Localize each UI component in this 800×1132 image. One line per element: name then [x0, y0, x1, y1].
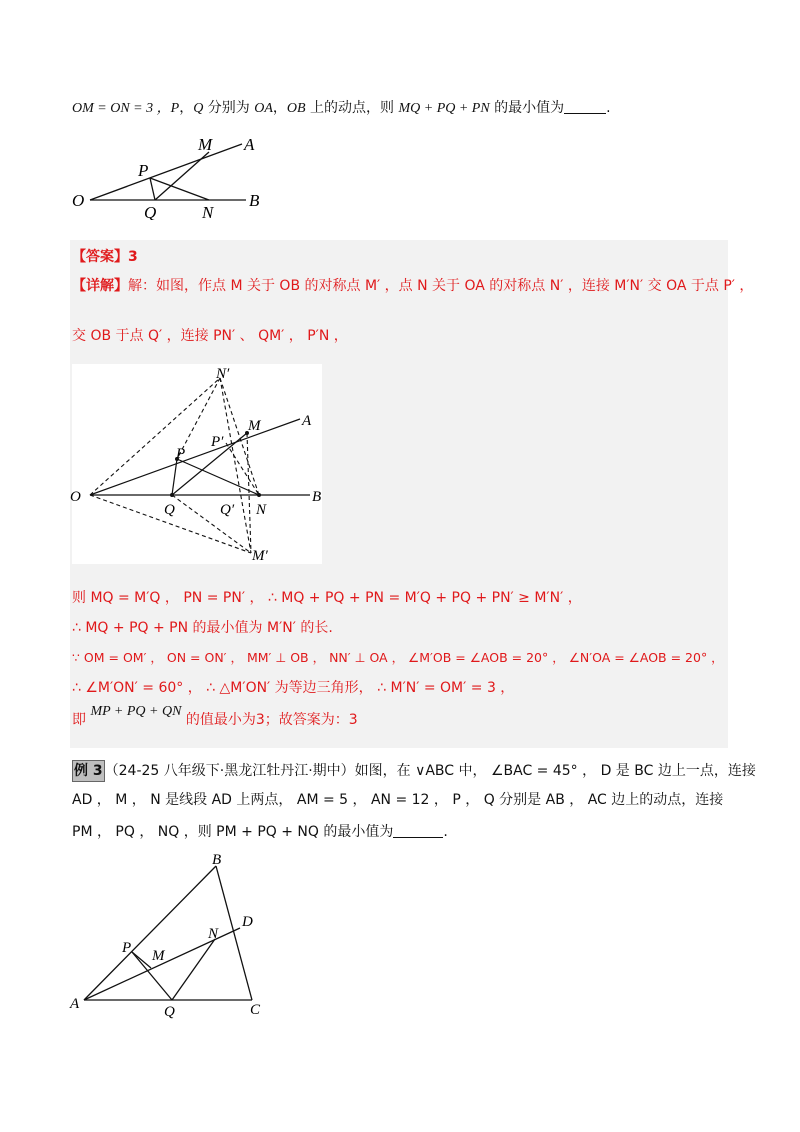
segment-nq [172, 939, 215, 1000]
detail-line-5: ∵ OM = OM′ ， ON = ON′ ， MM′ ⊥ OB ， NN′ ⊥ OA ， ∠M′OB = ∠AOB = 20° ， ∠N′OA = ∠AOB = 20° ， [72, 650, 724, 665]
label-m: M [248, 418, 261, 434]
label-q: Q [164, 1004, 175, 1020]
side-bc [216, 866, 252, 1000]
label-d: D [242, 914, 253, 930]
detail-line-1: 【详解】解：如图，作点 M 关于 OB 的对称点 M′ ，点 N 关于 OA 的对称点 N′ ，连接 M′N′ 交 OA 于点 P′ ， [72, 278, 754, 294]
label-m: M [152, 948, 165, 964]
detail-min-expression: MP + PQ + QN [90, 704, 182, 719]
segment-pn [177, 459, 259, 495]
dashed-qm2 [172, 495, 251, 553]
label-m: M [198, 135, 213, 154]
label-b: B [312, 489, 322, 505]
answer-line [72, 247, 138, 267]
label-n-prime: N′ [216, 366, 230, 382]
answer-value: 3 [128, 249, 138, 265]
example3-answer-blank [393, 823, 443, 838]
figure-3 [68, 848, 278, 1020]
side-ab [84, 866, 216, 1000]
example3-line-1: 例 3 （24-25 八年级下·黑龙江牡丹江·期中）如图，在 ∨ABC 中， ∠BAC = 45° ， D 是 BC 边上一点，连接 [72, 760, 756, 782]
label-a: A [244, 135, 255, 154]
label-c: C [250, 1002, 261, 1018]
label-q-prime: Q′ [220, 502, 235, 518]
label-o: O [70, 489, 81, 505]
label-p: P [122, 940, 132, 956]
detail-line-2: 交 OB 于点 Q′ ，连接 PN′ 、 QM′ ， P′N ， [72, 328, 348, 344]
segment-pm [132, 952, 151, 968]
figure-2 [66, 362, 328, 567]
label-n: N [256, 502, 267, 518]
answer-tag: 【答案】 [72, 249, 128, 265]
label-m-prime: M′ [252, 548, 268, 564]
ray-oa [90, 419, 300, 495]
answer-blank [564, 99, 606, 114]
figure-1 [66, 130, 276, 220]
dashed-mm2 [247, 433, 251, 553]
label-p-prime: P′ [211, 434, 224, 450]
detail-line-3: 则 MQ = M′Q ， PN = PN′ ， ∴ MQ + PQ + PN = M′Q + PQ + PN′ ≥ M′N′ ， [72, 590, 582, 606]
detail-line-4: ∴ MQ + PQ + PN 的最小值为 M′N′ 的长. [72, 620, 333, 636]
dashed-on2 [90, 378, 220, 495]
label-p: P [138, 161, 149, 180]
detail-line-7: 即 MP + PQ + QN 的值最小为3；故答案为：3 [72, 704, 358, 728]
label-a: A [302, 413, 312, 429]
detail-line-6: ∴ ∠M′ON′ = 60° ， ∴ △M′ON′ 为等边三角形， ∴ M′N′ = OM′ = 3 ， [72, 680, 515, 696]
label-p: P [176, 446, 186, 462]
problem2-text: OM = ON = 3 ，P，Q 分别为 OA，OB 上的动点，则 MQ + PQ + PN 的最小值为 . [72, 100, 611, 116]
dashed-m2n2 [220, 378, 251, 553]
label-o: O [72, 191, 85, 210]
problem2-expression: MQ + PQ + PN [398, 101, 490, 116]
ray-oa [90, 144, 242, 200]
label-n: N [202, 203, 214, 220]
example3-tag: 例 3 [72, 760, 105, 782]
label-n: N [208, 926, 219, 942]
label-b: B [212, 852, 222, 868]
label-q: Q [164, 502, 175, 518]
label-q: Q [144, 203, 157, 220]
example3-line-3: PM ， PQ ， NQ ，则 PM + PQ + NQ 的最小值为 . [72, 824, 448, 840]
detail-tag: 【详解】 [72, 278, 128, 294]
label-a: A [70, 996, 80, 1012]
problem2-given: OM = ON = 3 ， [72, 101, 171, 116]
example3-line-2: AD ， M ， N 是线段 AD 上两点， AM = 5 ， AN = 12 ， P ， Q 分别是 AB ， AC 边上的动点，连接 [72, 792, 724, 808]
segment-mq [155, 152, 209, 200]
label-b: B [249, 191, 260, 210]
segment-pq [150, 178, 155, 200]
